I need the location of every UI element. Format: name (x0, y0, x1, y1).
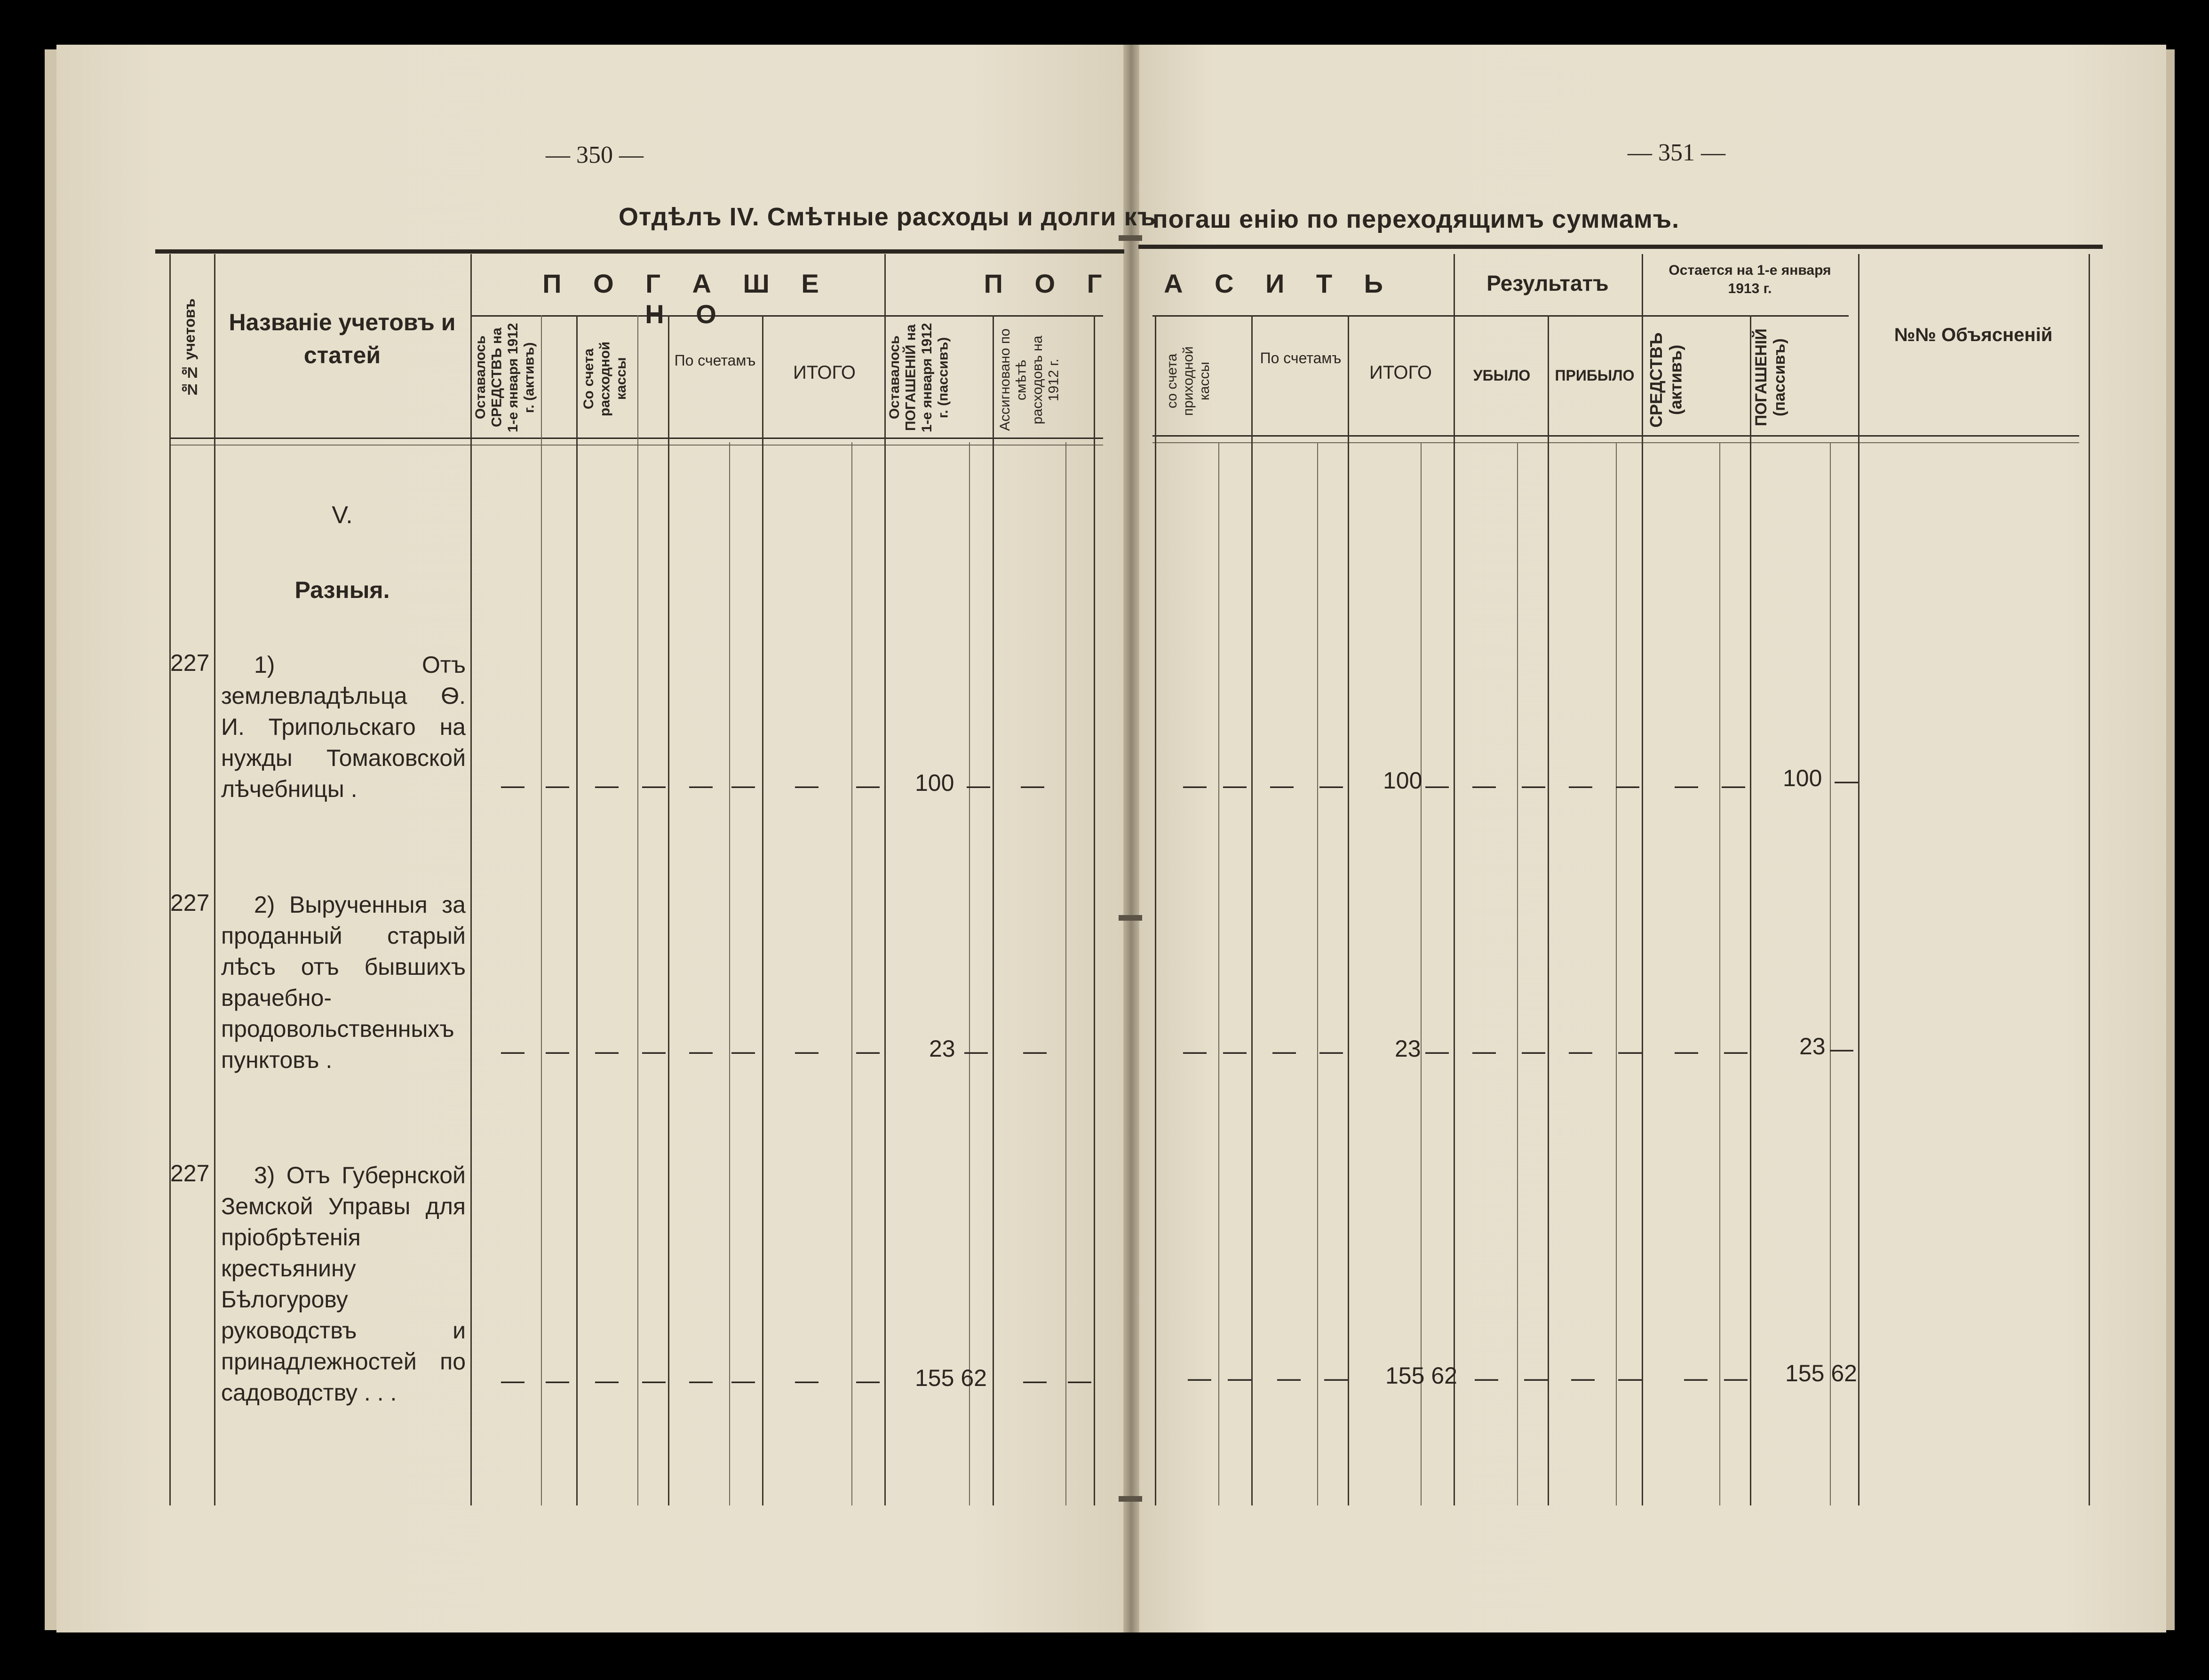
dash: — (1472, 772, 1496, 798)
dash: — (1724, 1038, 1748, 1064)
vline (1830, 442, 1831, 1505)
col-ostavalos-pogasheniy: Оставалось ПОГАШЕНІЙ на 1-е января 1912 г. (пассивъ) (887, 323, 951, 432)
dash: — (1472, 1038, 1496, 1064)
vline (1750, 315, 1751, 1505)
dash: — (1319, 1038, 1343, 1064)
vline (1454, 254, 1455, 1505)
page-edges-left (45, 49, 56, 1630)
dash: — (1475, 1365, 1498, 1391)
dash: — (1425, 772, 1449, 798)
heading-left: Отдѣлъ IV. Смѣтные расходы и долги къ (619, 203, 1156, 231)
col-pogasheniy: ПОГАШЕНІЙ (пассивъ) (1752, 328, 1789, 427)
col-pribylo: ПРИБЫЛО (1555, 367, 1635, 384)
dash: — (501, 1367, 524, 1393)
dash: — (501, 1038, 524, 1064)
row2-text: 2) Вырученныя за проданный старый лѣсъ отъ бывшихъ врачебно-продовольственныхъ пунктовъ . (221, 892, 466, 1073)
row1-text: 1) Отъ землевладѣльца Ѳ. И. Трипольскаго на нужды Томаковской лѣчебницы . (221, 652, 466, 802)
vline (576, 315, 578, 1505)
row1-pogasheniy-end: 100 (1783, 765, 1822, 791)
dash: — (856, 772, 880, 798)
col-itogo: ИТОГО (793, 362, 856, 383)
dash: — (1684, 1365, 1708, 1391)
vline (637, 315, 638, 1505)
dash: — (1522, 772, 1545, 798)
dash: — (595, 1038, 619, 1064)
dash: — (1830, 1035, 1853, 1062)
dash: — (501, 772, 524, 798)
row1-nn: 227 (170, 650, 210, 676)
dash: — (642, 1038, 666, 1064)
vline (884, 254, 886, 1505)
pogasheno-header: П О Г А Ш Е Н О (542, 269, 831, 329)
staple-top (1119, 235, 1142, 241)
heading-right: погаш енію по переходящимъ суммамъ. (1152, 205, 1680, 233)
dash: — (1023, 1367, 1047, 1393)
dash: — (1223, 772, 1247, 798)
dash: — (1724, 1365, 1748, 1391)
dash: — (1021, 772, 1044, 798)
vline (2089, 254, 2090, 1505)
vline (1616, 442, 1617, 1505)
dash: — (546, 1367, 569, 1393)
col-sredstv: СРЕДСТВЪ (активъ) (1646, 332, 1685, 428)
vline (1348, 315, 1349, 1505)
dash: — (795, 772, 818, 798)
section-roman: V. (332, 502, 353, 529)
row2-ostavalos-pogasheniy: 23 (929, 1035, 955, 1062)
staple-bottom (1119, 1496, 1142, 1502)
vline (1517, 442, 1518, 1505)
vline (1155, 315, 1156, 1505)
dash: — (856, 1038, 880, 1064)
dash: — (1319, 772, 1343, 798)
book-spine (1123, 45, 1139, 1632)
vline (169, 254, 171, 1505)
vline (1421, 442, 1422, 1505)
dash: — (1524, 1365, 1548, 1391)
vline (1317, 442, 1318, 1505)
section-title: Разныя. (294, 577, 390, 603)
asit-header: А С И Т Ь (1164, 269, 1395, 298)
col-so-scheta-prihodnoy: со счета приходной кассы (1164, 346, 1212, 416)
dash: — (1270, 772, 1294, 798)
vline (470, 254, 472, 1505)
row3-ostavalos-pogasheniy: 155 62 (915, 1365, 987, 1391)
dash: — (856, 1367, 880, 1393)
row2-itogo-right: 23 (1395, 1035, 1421, 1062)
header-bottom-left (169, 438, 1103, 439)
dash: — (1068, 1367, 1091, 1393)
dash: — (595, 772, 619, 798)
vline (1094, 315, 1095, 1505)
vline (1548, 315, 1549, 1505)
dash: — (1223, 1038, 1247, 1064)
dash: — (731, 772, 755, 798)
row2-pogasheniy-end: 23 (1799, 1033, 1826, 1059)
dash: — (1569, 772, 1592, 798)
vline (1065, 442, 1066, 1505)
rezultat-header: Результатъ (1486, 271, 1609, 295)
header-bottom-right (1152, 435, 2079, 437)
dash: — (642, 772, 666, 798)
dash: — (1277, 1365, 1301, 1391)
col-po-schetam: По счетамъ (674, 352, 756, 369)
vline (1719, 442, 1720, 1505)
dash: — (689, 1367, 713, 1393)
dash: — (964, 1038, 988, 1064)
dash: — (1675, 1038, 1698, 1064)
dash: — (1425, 1038, 1449, 1064)
col-itogo-right: ИТОГО (1369, 362, 1432, 383)
row1-ostavalos-pogasheniy: 100 (915, 770, 954, 796)
col-ostavalos-sredstv: Оставалось СРЕДСТВЪ на 1-е января 1912 г. (активъ) (473, 323, 537, 432)
col-po-schetam-right: По счетамъ (1260, 350, 1342, 366)
vline (668, 315, 669, 1505)
vline (762, 315, 763, 1505)
top-rule-left (155, 249, 1124, 254)
row3-text: 3) Отъ Губернской Земской Управы для пріобрѣтенія крестьянину Бѣлогурову руководствъ и принадлежностей по садоводству . . . (221, 1162, 466, 1406)
dash: — (1569, 1038, 1592, 1064)
row3-pogasheniy-end: 155 62 (1785, 1360, 1857, 1386)
dash: — (689, 1038, 713, 1064)
vline (851, 442, 852, 1505)
row3-itogo-right: 155 62 (1385, 1362, 1457, 1389)
row2-nn: 227 (170, 890, 210, 916)
dash: — (642, 1367, 666, 1393)
dash: — (731, 1367, 755, 1393)
vline (1642, 254, 1643, 1505)
dash: — (1324, 1365, 1348, 1391)
col-assignovano: Ассигновано по смѣтѣ расходовъ на 1912 г. (997, 328, 1062, 431)
dash: — (546, 772, 569, 798)
dash: — (795, 1367, 818, 1393)
header-bottom-left-2 (169, 445, 1103, 446)
page-edges-right (2166, 49, 2175, 1630)
vline (729, 442, 730, 1505)
vline (1858, 254, 1859, 1505)
col-obyasneniy: №№ Объясненій (1894, 325, 2053, 345)
dash: — (546, 1038, 569, 1064)
vline (993, 315, 994, 1505)
dash: — (1722, 772, 1745, 798)
dash: — (731, 1038, 755, 1064)
dash: — (1835, 767, 1858, 794)
dash: — (595, 1367, 619, 1393)
col-nn-header: №№ учетовъ (181, 298, 198, 398)
dash: — (1183, 1038, 1207, 1064)
vline (1251, 315, 1253, 1505)
dash: — (1228, 1365, 1251, 1391)
subheader-rule-right (1152, 315, 1849, 317)
vline (1218, 442, 1219, 1505)
dash: — (1522, 1038, 1545, 1064)
staple-middle (1119, 915, 1142, 921)
dash: — (1616, 772, 1639, 798)
dash: — (1618, 1365, 1642, 1391)
dash: — (967, 772, 990, 798)
dash: — (1272, 1038, 1296, 1064)
col-so-scheta-rashodnoy: Со счета расходной кассы (581, 341, 629, 416)
dash: — (795, 1038, 818, 1064)
dash: — (1618, 1038, 1642, 1064)
right-page-number: — 351 — (1628, 139, 1725, 166)
top-rule-right (1138, 245, 2103, 249)
pog-header: П О Г (984, 269, 1114, 298)
col-name-header: Названіе учетовъ и статей (229, 309, 456, 368)
dash: — (1183, 772, 1207, 798)
dash: — (1571, 1365, 1595, 1391)
dash: — (1675, 772, 1698, 798)
ostaetsya-header: Остается на 1-е января 1913 г. (1669, 263, 1831, 296)
row3-nn: 227 (170, 1160, 210, 1186)
vline (969, 442, 970, 1505)
dash: — (1188, 1365, 1211, 1391)
vline (541, 315, 542, 1505)
dash: — (1023, 1038, 1047, 1064)
col-ubylo: УБЫЛО (1473, 367, 1531, 384)
left-page-number: — 350 — (546, 142, 644, 168)
dash: — (689, 772, 713, 798)
row1-itogo-right: 100 (1383, 767, 1422, 794)
vline (214, 254, 215, 1505)
